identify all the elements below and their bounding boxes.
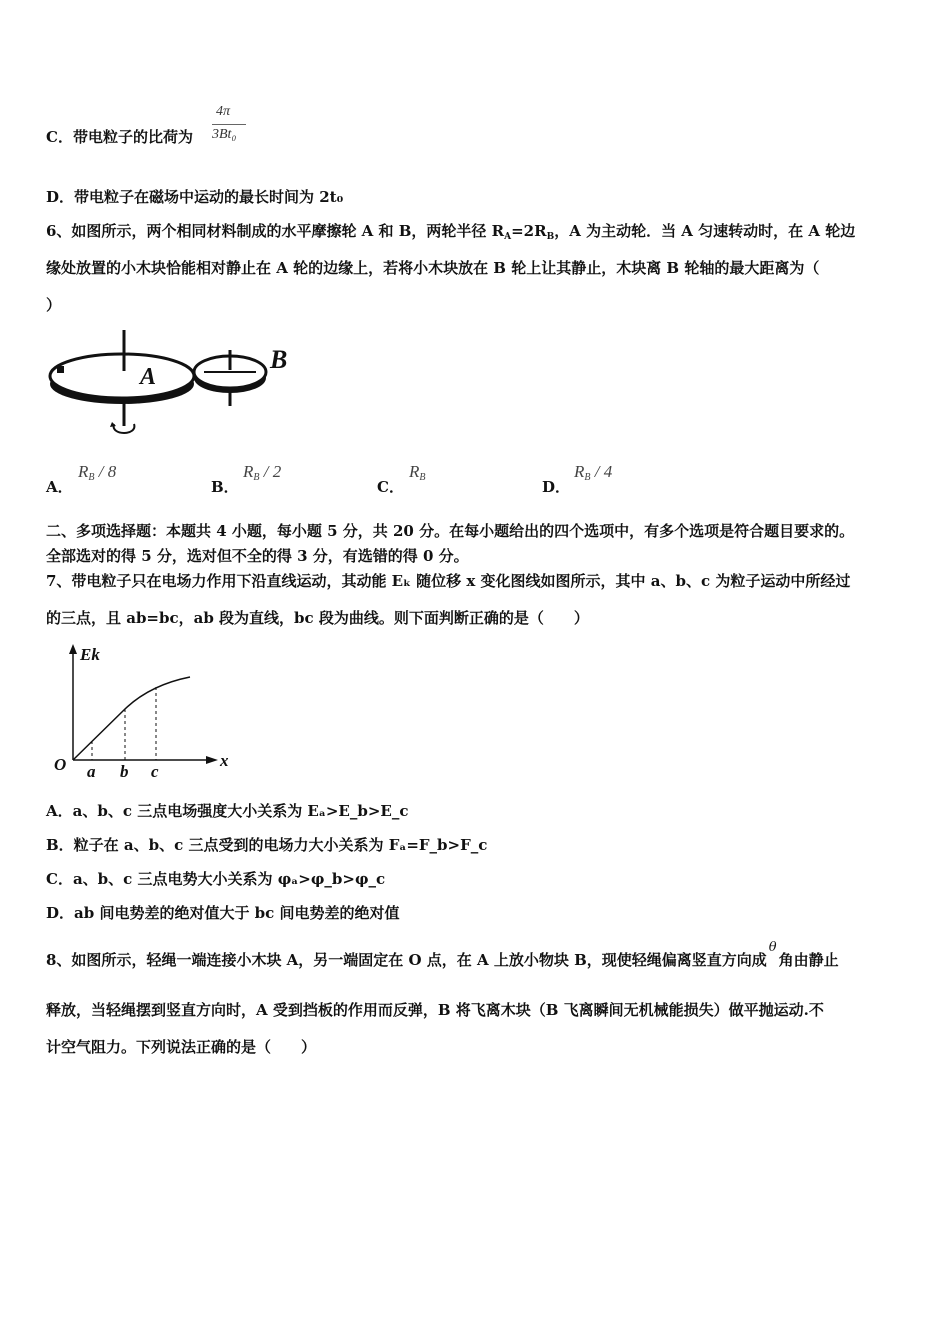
x-axis-arrow-icon: [206, 756, 218, 764]
q5-option-d[interactable]: D．带电粒子在磁场中运动的最长时间为 2t₀: [46, 188, 344, 206]
friction-wheels-figure: [44, 326, 304, 446]
q6-option-c-value: RB: [409, 462, 426, 483]
point-b-label: b: [120, 762, 129, 781]
q6-option-d-label[interactable]: D．: [542, 478, 571, 496]
q6-option-c-label[interactable]: C．: [377, 478, 404, 496]
q7-option-a[interactable]: A．a、b、c 三点电场强度大小关系为 Eₐ>E_b>E_c: [46, 802, 409, 820]
fraction-bar: [212, 124, 246, 125]
q7-option-d[interactable]: D．ab 间电势差的绝对值大于 bc 间电势差的绝对值: [46, 904, 400, 922]
ek-x-graph: [50, 640, 240, 785]
small-block: [57, 366, 64, 373]
section2-heading-line2: 全部选对的得 5 分，选对但不全的得 3 分，有选错的得 0 分。: [46, 547, 469, 565]
q7-stem-line2: 的三点，且 ab=bc，ab 段为直线，bc 段为曲线。则下面判断正确的是（ ）: [46, 609, 589, 627]
q6-option-b-label[interactable]: B．: [211, 478, 239, 496]
q7-option-c[interactable]: C．a、b、c 三点电势大小关系为 φₐ>φ_b>φ_c: [46, 870, 386, 888]
wheel-a-top: [50, 354, 194, 398]
x-axis-label: x: [220, 751, 229, 770]
y-axis-label: Ek: [80, 645, 100, 664]
q6-stem-line1: 6、如图所示，两个相同材料制成的水平摩擦轮 A 和 B，两轮半径 $R_A=2R_B$，A 为主动轮．当 A 匀速转动时，在 A 轮边: [46, 222, 856, 242]
q6-stem-line2: 缘处放置的小木块恰能相对静止在 A 轮的边缘上，若将小木块放在 B 轮上让其静止，木块离 B 轮轴的最大距离为（: [46, 259, 820, 277]
q5-option-c-denominator: 3Bt₀: [212, 127, 237, 142]
theta-symbol: θ: [768, 940, 777, 955]
wheel-a-label: A: [140, 364, 157, 390]
point-c-label: c: [151, 762, 159, 781]
q8-stem-line1: 8、如图所示，轻绳一端连接小木块 A，另一端固定在 O 点，在 A 上放小物块 B，现使轻绳偏离竖直方向成θ角由静止: [46, 940, 839, 969]
q6-option-b-value: RB / 2: [243, 462, 282, 483]
ek-curve: [73, 677, 190, 760]
q7-stem-line1: 7、带电粒子只在电场力作用下沿直线运动，其动能 Eₖ 随位移 x 变化图线如图所示，其中 a、b、c 为粒子运动中所经过: [46, 572, 851, 590]
y-axis-arrow-icon: [69, 644, 77, 654]
origin-label: O: [54, 755, 67, 774]
q8-stem-line3: 计空气阻力。下列说法正确的是（ ）: [46, 1038, 317, 1056]
rotation-arrowhead-icon: [110, 422, 116, 427]
point-a-label: a: [87, 762, 96, 781]
q6-option-a-value: RB / 8: [78, 462, 117, 483]
q6-option-d-value: RB / 4: [574, 462, 613, 483]
wheel-b-label: B: [270, 345, 288, 374]
q6-stem-line3: ）: [46, 296, 62, 314]
q7-option-b[interactable]: B．粒子在 a、b、c 三点受到的电场力大小关系为 Fₐ=F_b>F_c: [46, 836, 488, 854]
q8-stem-line2: 释放，当轻绳摆到竖直方向时，A 受到挡板的作用而反弹，B 将飞离木块（B 飞离瞬间无机械能损失）做平抛运动.不: [46, 1001, 824, 1019]
q5-option-c-numerator: 4π: [216, 104, 231, 119]
q6-option-a-label[interactable]: A．: [46, 478, 73, 496]
section2-heading-line1: 二、多项选择题：本题共 4 小题，每小题 5 分，共 20 分。在每小题给出的四个选项中，有多个选项是符合题目要求的。: [46, 522, 855, 540]
q5-option-c[interactable]: C．带电粒子的比荷为: [46, 128, 193, 146]
